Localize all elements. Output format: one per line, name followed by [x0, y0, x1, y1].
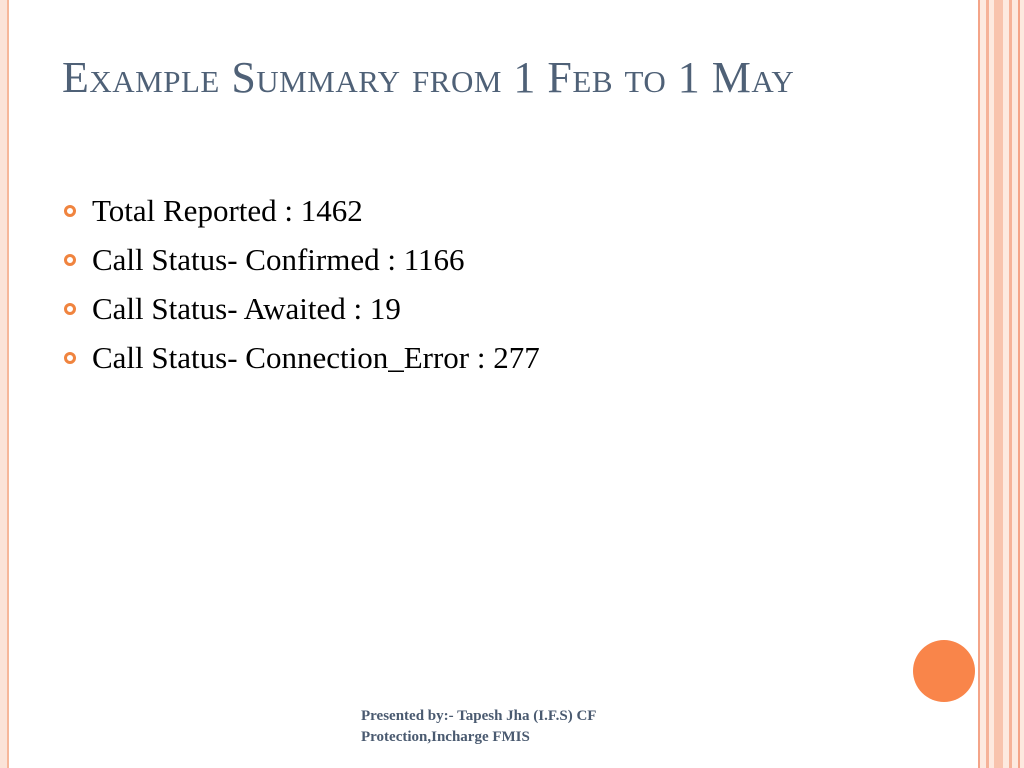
stripe — [1009, 0, 1012, 768]
bullet-item — [64, 284, 924, 333]
left-border-decoration — [0, 0, 9, 768]
footer-line-1: Presented by:- Tapesh Jha (I.F.S) CF — [361, 708, 597, 724]
orange-circle-decoration — [913, 640, 975, 702]
footer-line-2: Protection,Incharge FMIS — [361, 729, 530, 745]
footer-presenter — [361, 706, 681, 748]
bullet-text: Call Status- Confirmed : 1166 — [92, 241, 465, 277]
hollow-circle-bullet-icon — [64, 303, 76, 315]
bullet-text: Call Status- Awaited : 19 — [92, 290, 401, 326]
bullet-list — [64, 186, 924, 382]
slide-title: Example Summary from 1 Feb to 1 May — [62, 53, 795, 102]
hollow-circle-bullet-icon — [64, 205, 76, 217]
stripe — [994, 0, 1003, 768]
hollow-circle-bullet-icon — [64, 254, 76, 266]
hollow-circle-bullet-icon — [64, 352, 76, 364]
bullet-item — [64, 333, 924, 382]
bullet-text: Total Reported : 1462 — [92, 192, 363, 228]
stripe — [1018, 0, 1020, 768]
bullet-item — [64, 235, 924, 284]
bullet-item — [64, 186, 924, 235]
bullet-text: Call Status- Connection_Error : 277 — [92, 339, 540, 375]
right-stripes-decoration — [978, 0, 1024, 768]
stripe — [978, 0, 980, 768]
stripe — [986, 0, 989, 768]
